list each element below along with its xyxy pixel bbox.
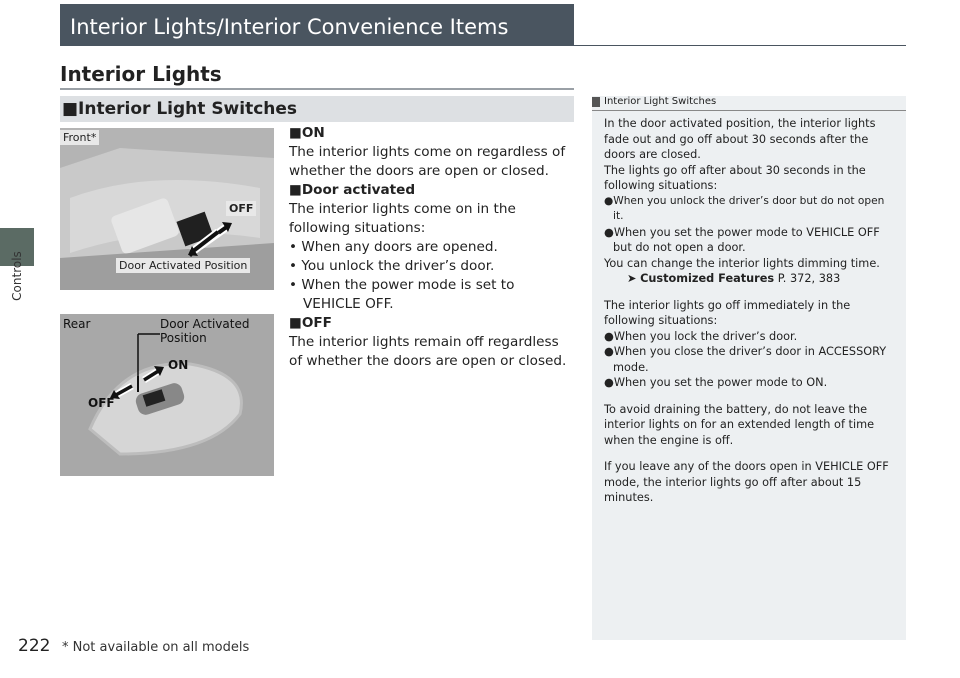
- note-bullet: ●When you set the power mode to ON.: [604, 376, 828, 389]
- subsection-title: ■Interior Light Switches: [62, 99, 298, 119]
- note-paragraph: The lights go off after about 30 seconds in the following situations:: [604, 163, 866, 192]
- cross-reference: [604, 271, 898, 287]
- list-item: • When any doors are opened.: [289, 239, 498, 255]
- note-header: [592, 96, 906, 109]
- note-paragraph: To avoid draining the battery, do not leave the interior lights on for an extended length of time when the engine is off.: [604, 402, 875, 447]
- page-title-bar: [60, 4, 574, 46]
- page-title: Interior Lights/Interior Convenience Items: [70, 15, 509, 39]
- title-divider: [60, 45, 906, 46]
- rear-on-label: ON: [168, 358, 189, 372]
- note-bullet: ●When you set the power mode to VEHICLE OFF but do not open a door.: [604, 225, 880, 254]
- note-paragraph: In the door activated position, the interior lights fade out and go off about 30 seconds after the doors are closed.: [604, 117, 876, 161]
- note-paragraph: You can change the interior lights dimming time.: [604, 256, 880, 270]
- rear-position-label: Door Activated Position: [160, 317, 250, 345]
- subsection-bar: [60, 96, 574, 122]
- list-item: • When the power mode is set to VEHICLE OFF.: [289, 277, 515, 312]
- note-bullet: ●When you lock the driver’s door.: [604, 329, 798, 343]
- front-off-label: OFF: [226, 201, 256, 216]
- off-text: The interior lights remain off regardless of whether the doors are open or closed.: [289, 334, 567, 369]
- footnote: * Not available on all models: [62, 640, 250, 655]
- reference-title[interactable]: Customized Features: [640, 272, 775, 285]
- note-divider: [592, 110, 906, 111]
- note-panel: [592, 96, 906, 640]
- door-heading: ■Door activated: [289, 182, 416, 198]
- note-paragraph: If you leave any of the doors open in VEHICLE OFF mode, the interior lights go off after about 15 minutes.: [604, 460, 889, 504]
- on-text: The interior lights come on regardless of whether the doors are open or closed.: [289, 144, 566, 179]
- on-heading: ■ON: [289, 125, 325, 141]
- note-marker-icon: [592, 97, 600, 107]
- reference-pages[interactable]: P. 372, 383: [777, 272, 841, 285]
- note-body: [604, 116, 898, 506]
- chapter-label: Controls: [10, 251, 24, 301]
- section-title: Interior Lights: [60, 62, 222, 86]
- rear-tag: Rear: [63, 317, 91, 331]
- note-heading: Interior Light Switches: [604, 96, 717, 107]
- front-tag: Front*: [60, 130, 99, 145]
- page-number: 222: [18, 636, 51, 656]
- front-light-photo: [60, 128, 274, 290]
- section-divider: [60, 88, 574, 90]
- off-heading: ■OFF: [289, 315, 332, 331]
- note-paragraph: The interior lights go off immediately in the following situations:: [604, 298, 851, 327]
- note-bullet: ●When you unlock the driver’s door but do not open it.: [604, 194, 885, 222]
- door-text: The interior lights come on in the following situations:: [289, 201, 516, 236]
- front-position-label: Door Activated Position: [116, 258, 250, 273]
- rear-light-photo: [60, 314, 274, 476]
- list-item: • You unlock the driver’s door.: [289, 258, 495, 274]
- switch-descriptions: [289, 124, 571, 371]
- note-bullet: ●When you close the driver’s door in ACCESSORY mode.: [604, 345, 887, 374]
- reference-arrow-icon: ➤: [627, 272, 637, 285]
- rear-off-label: OFF: [88, 396, 115, 410]
